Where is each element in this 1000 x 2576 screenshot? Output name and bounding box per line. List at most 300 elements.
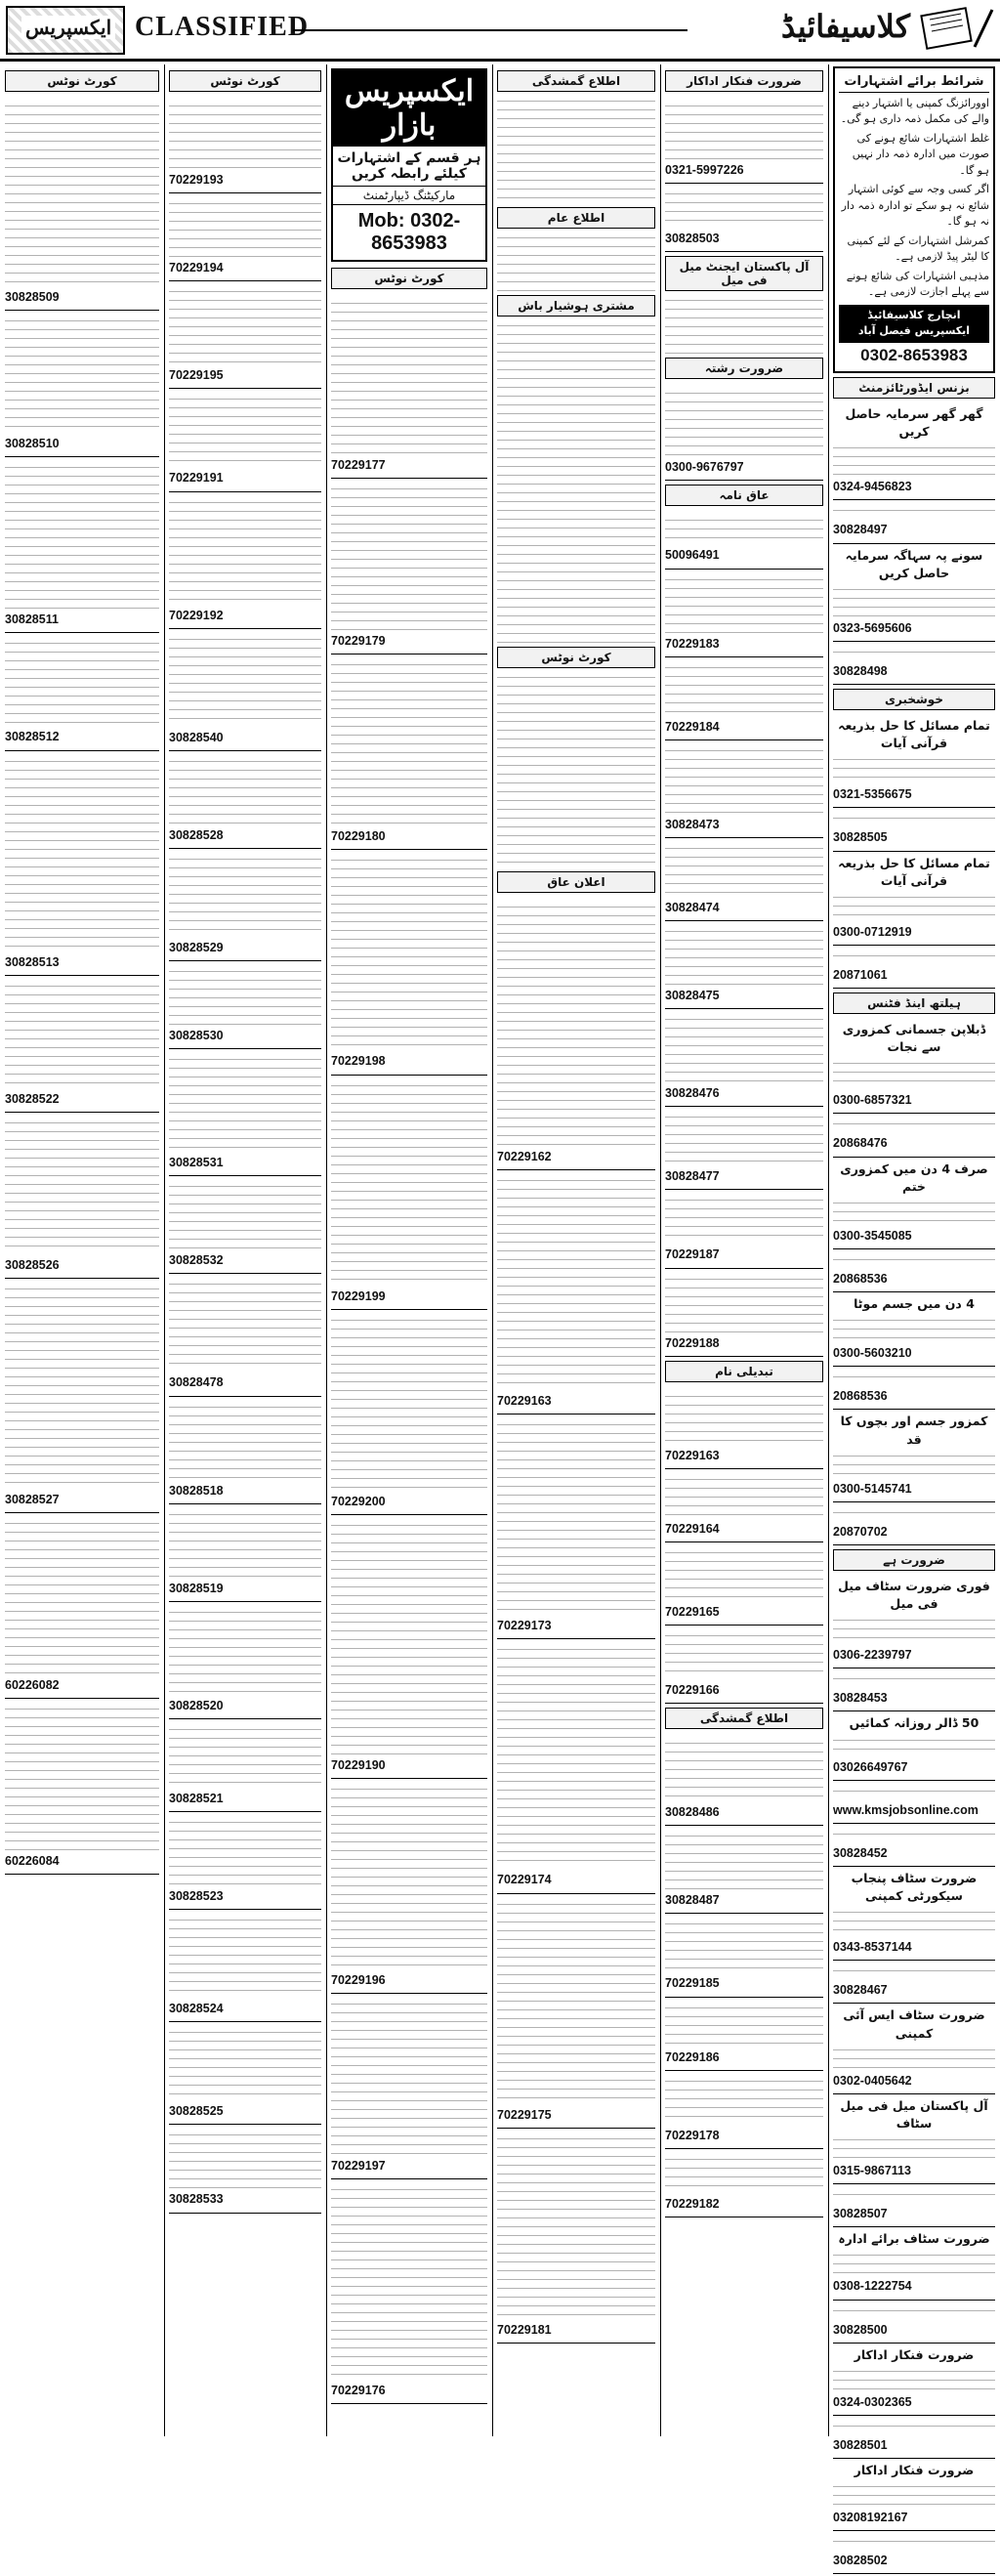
ad-body-text (665, 843, 823, 897)
page-header (0, 0, 1000, 62)
terms-phone: 0302-8653983 (860, 345, 968, 364)
classified-ad (169, 96, 321, 193)
ad-phone: 70229179 (331, 634, 386, 649)
ad-body-text (5, 101, 159, 286)
ad-body-text (169, 1607, 321, 1695)
ad-body-text (833, 2305, 995, 2319)
ad-phone: 0343-8537144 (833, 1940, 912, 1955)
ad-body-text (665, 1274, 823, 1332)
ad-body-text (833, 1965, 995, 1979)
column-5 (660, 64, 829, 2436)
ad-body-text (833, 1119, 995, 1132)
title-english: CLASSIFIED (135, 12, 310, 42)
classified-ad (169, 629, 321, 751)
classified-ad (331, 2179, 487, 2404)
ad-phone: 0300-5145741 (833, 1481, 912, 1496)
ad-phone: 60226082 (5, 1678, 60, 1692)
classified-ad (665, 510, 823, 569)
classified-ad (331, 1994, 487, 2179)
ad-phone: 20870702 (833, 1524, 888, 1539)
ad-body-text (833, 647, 995, 660)
ad-phone: 0302-0405642 (833, 2073, 912, 2088)
classified-ad (331, 655, 487, 850)
ad-phone: 30828509 (5, 290, 60, 304)
ad-title: فوری ضرورت سٹاف میل فی میل (838, 1578, 990, 1611)
terms-rule: اوورائزنگ کمپنی یا اشتہار دینے والے کی مکمل ذمہ داری ہو گی۔ (840, 96, 989, 125)
ad-phone: 70229164 (665, 1521, 720, 1536)
ad-phone: 70229180 (331, 829, 386, 844)
terms-title: شرائط برائے اشتہارات (839, 72, 989, 93)
ad-body-text (5, 1518, 159, 1674)
ad-phone: 70229197 (331, 2159, 386, 2173)
ad-body-text (833, 584, 995, 617)
classified-ad (497, 1639, 655, 1893)
section-heading: تبدیلی نام (665, 1361, 823, 1382)
ad-phone: 30828473 (665, 817, 720, 831)
terms-contact-label: انچارج کلاسیفائیڈ ایکسپریس فیصل آباد (839, 305, 989, 343)
ad-phone: 70229186 (665, 2049, 720, 2064)
ad-phone: 60226084 (5, 1854, 60, 1869)
classified-ad (833, 2227, 995, 2300)
express-bazaar-box (331, 68, 487, 262)
classified-ad (833, 2344, 995, 2416)
ad-phone: 30828502 (833, 2554, 888, 2568)
ad-body-text (497, 232, 655, 291)
ad-body-text (665, 1831, 823, 1889)
classified-ad (169, 751, 321, 849)
ad-body-text (665, 1195, 823, 1244)
classified-ad (169, 2022, 321, 2125)
classified-ad (833, 2459, 995, 2531)
classified-ad (833, 1158, 995, 1249)
ad-phone: 30828486 (665, 1805, 720, 1820)
ad-body-text (665, 662, 823, 716)
section-heading: کورٹ نوٹس (169, 70, 321, 92)
section-heading: بزنس ایڈورٹائزمنٹ (833, 377, 995, 399)
ad-title: صرف 4 دن میں کمزوری ختم (840, 1161, 988, 1194)
newspaper-art-icon (918, 4, 996, 53)
ad-body-text (169, 286, 321, 364)
classified-ad (833, 1018, 995, 1114)
ad-phone: 70229178 (665, 2128, 720, 2142)
section-heading: کورٹ نوٹس (331, 268, 487, 289)
classified-ad (665, 1542, 823, 1626)
section-heading: اعلان عاق (497, 871, 655, 893)
classified-ad (5, 633, 159, 750)
classified-ad (5, 457, 159, 633)
section-heading: ضرورت ہے (833, 1549, 995, 1571)
header-rule (293, 29, 688, 31)
terms-rule: کمرشل اشتہارات کے لئے کمپنی کا لیٹر پیڈ لازمی ہے۔ (847, 233, 989, 263)
ad-phone: 0324-9456823 (833, 480, 912, 494)
ad-phone: 30828487 (665, 1893, 720, 1908)
ad-phone: 0306-2239797 (833, 1648, 912, 1663)
ad-body-text (5, 638, 159, 726)
ad-phone: 30828475 (665, 989, 720, 1002)
classified-ad (833, 946, 995, 989)
section-heading: کورٹ نوٹس (497, 647, 655, 668)
classified-ad (169, 1504, 321, 1602)
ad-body-text (665, 388, 823, 456)
ad-title: گھر گھر سرمایہ حاصل کریں (845, 406, 983, 440)
ad-phone: 70229195 (169, 368, 224, 383)
ad-body-text (497, 1899, 655, 2104)
classified-ad (833, 714, 995, 808)
ad-title: ضرورت سٹاف ایس آئی کمپنی (843, 2007, 985, 2041)
ad-phone: 70229176 (331, 2384, 386, 2398)
classified-ad (169, 389, 321, 491)
ad-phone: 70229173 (497, 1619, 552, 1633)
ad-body-text (833, 1829, 995, 1842)
ad-body-text (833, 2421, 995, 2434)
ad-phone: 70229184 (665, 719, 720, 734)
ad-title: ضرورت سٹاف برائے ادارہ (838, 2231, 990, 2247)
ad-phone: 0324-0302365 (833, 2394, 912, 2409)
ad-body-text (497, 2133, 655, 2319)
ad-body-text (169, 966, 321, 1025)
ad-phone: 03026649767 (833, 1759, 908, 1774)
bazaar-subtitle: ہر قسم کے اشتہارات کیلئے رابطہ کریں (333, 147, 485, 187)
bazaar-marketing: مارکیٹنگ ڈیپارٹمنٹ (333, 187, 485, 205)
section-heading: آل پاکستان ایجنٹ میل فی میل (665, 256, 823, 291)
ad-body-text (169, 497, 321, 605)
column-2 (164, 64, 327, 2436)
ad-title: تمام مسائل کا حل بذریعہ قرآنی آیات (838, 718, 990, 751)
ad-title: کمزور جسم اور بچوں کا قد (840, 1414, 988, 1447)
classified-ad (665, 740, 823, 838)
classified-ad (665, 1826, 823, 1914)
ad-phone: 50096491 (665, 548, 720, 563)
ad-phone: 30828528 (169, 827, 224, 842)
ad-phone: 20868536 (833, 1389, 888, 1404)
ad-body-text (331, 1080, 487, 1286)
ad-phone: 70229198 (331, 1054, 386, 1069)
ad-phone: 30828519 (169, 1581, 224, 1595)
classified-ad (665, 96, 823, 184)
ad-phone: 70229191 (169, 471, 224, 486)
section-heading: اطلاع گمشدگی (665, 1708, 823, 1729)
ad-phone: 0300-5603210 (833, 1346, 912, 1361)
ad-body-text (665, 1738, 823, 1801)
express-logo (6, 6, 125, 55)
ad-phone: 03208192167 (833, 2511, 908, 2525)
ad-body-text (833, 1507, 995, 1521)
ad-phone: 30828513 (5, 954, 60, 969)
classified-ad (169, 193, 321, 281)
ad-body-text (169, 1509, 321, 1578)
classified-ad (665, 838, 823, 921)
classified-ad (331, 1779, 487, 1994)
classified-ad (169, 1049, 321, 1176)
ad-body-text (497, 1419, 655, 1615)
ad-body-text (833, 1372, 995, 1385)
ad-body-text (665, 745, 823, 814)
ad-body-text (5, 1284, 159, 1489)
classified-ad (665, 2071, 823, 2149)
classified-ad (331, 479, 487, 655)
section-heading: عاق نامہ (665, 485, 823, 506)
ad-body-text (169, 1402, 321, 1480)
terms-rule: اگر کسی وجہ سے کوئی اشتہار شائع نہ ہو سکے تو ادارہ ذمہ دار نہ ہو گا۔ (841, 183, 989, 228)
classified-ad (665, 1998, 823, 2071)
ad-phone: 30828522 (5, 1091, 60, 1106)
ad-phone: 0323-5695606 (833, 620, 912, 635)
ad-body-text (331, 1520, 487, 1754)
classified-ad (665, 1269, 823, 1357)
ad-phone: 30828527 (5, 1492, 60, 1506)
ad-phone: 30828476 (665, 1086, 720, 1101)
section-heading: ضرورت فنکار اداکار (665, 70, 823, 92)
classified-ad (497, 1415, 655, 1639)
classified-ad (331, 1310, 487, 1515)
ad-phone: 70229162 (497, 1150, 552, 1163)
ad-phone: 30828525 (169, 2104, 224, 2119)
ad-title: ڈبلاپن جسمانی کمزوری سے نجات (842, 1022, 986, 1055)
ad-body-text (331, 298, 487, 454)
ad-phone: 30828474 (665, 900, 720, 914)
ad-phone: 70229177 (331, 458, 386, 472)
classified-ad (169, 1274, 321, 1396)
classified-ad (665, 570, 823, 657)
ad-body-text (665, 1547, 823, 1601)
ad-body-text (665, 2003, 823, 2047)
ad-body-text (833, 754, 995, 783)
classified-ad (665, 2149, 823, 2217)
classified-ad (833, 1711, 995, 1780)
ad-body-text (833, 2045, 995, 2070)
ad-body-text (169, 101, 321, 169)
classified-ad (5, 96, 159, 311)
ad-body-text (833, 1451, 995, 1478)
ad-phone: 70229165 (665, 1604, 720, 1619)
classified-ad (331, 850, 487, 1075)
ad-body-text (169, 1181, 321, 1249)
ad-phone: 0300-3545085 (833, 1228, 912, 1243)
classified-ad (665, 1107, 823, 1190)
column-1 (0, 64, 165, 2436)
ad-phone: 30828478 (169, 1375, 224, 1390)
ad-body-text (497, 96, 655, 203)
ad-body-text (169, 2027, 321, 2100)
ad-body-text (665, 2154, 823, 2193)
ad-body-text (665, 1112, 823, 1165)
ad-phone: 30828523 (169, 1889, 224, 1903)
classified-ad (497, 1894, 655, 2129)
ad-phone: 30828540 (169, 730, 224, 744)
classified-ad (5, 751, 159, 976)
ad-phone: 30828532 (169, 1253, 224, 1268)
ad-phone: 70229174 (497, 1873, 552, 1887)
classified-ad (833, 1781, 995, 1824)
ad-body-text (833, 892, 995, 921)
classified-ad (169, 1602, 321, 1719)
classified-ad (169, 1719, 321, 1812)
ad-body-text (833, 443, 995, 476)
ad-body-text (665, 295, 823, 354)
classified-ad (833, 2416, 995, 2459)
ad-phone: 70229187 (665, 1247, 720, 1262)
classified-ad (833, 1292, 995, 1367)
section-heading: اطلاع گمشدگی (497, 70, 655, 92)
ad-title: آل پاکستان میل فی میل سٹاف (840, 2097, 988, 2131)
ad-body-text (169, 1915, 321, 1998)
ad-phone: 30828521 (169, 1791, 224, 1805)
bazaar-mobile: Mob: 0302-8653983 (357, 210, 461, 254)
ad-phone: 30828510 (5, 437, 60, 451)
ad-body-text (169, 854, 321, 937)
ad-phone: 70229200 (331, 1494, 386, 1508)
ad-phone: 70229183 (665, 636, 720, 651)
ad-phone: 70229188 (665, 1335, 720, 1350)
ad-phone: 30828531 (169, 1156, 224, 1170)
classified-ad (833, 1502, 995, 1545)
ad-body-text (169, 2130, 321, 2188)
classified-ad (665, 657, 823, 740)
classified-ad (833, 1249, 995, 1292)
classified-ad (833, 1367, 995, 1410)
ad-body-text (833, 1615, 995, 1644)
ad-phone: 30828452 (833, 1845, 888, 1860)
classified-ad (833, 500, 995, 543)
ad-phone: 0315-9867113 (833, 2164, 911, 2177)
classified-ad (497, 2129, 655, 2344)
ad-body-text (833, 1315, 995, 1342)
classified-ad (833, 642, 995, 685)
classified-ad (169, 1176, 321, 1274)
classified-ad (331, 1076, 487, 1310)
classified-ad (833, 1668, 995, 1711)
ad-phone: 70229185 (665, 1976, 720, 1991)
ad-body-text (331, 1315, 487, 1491)
ad-phone: 30828529 (169, 940, 224, 954)
classified-ad (331, 1515, 487, 1779)
ad-body-text (497, 320, 655, 643)
ad-body-text (665, 515, 823, 544)
classified-ad (833, 1575, 995, 1668)
classified-ad (833, 2094, 995, 2184)
ad-body-text (5, 1118, 159, 1254)
ad-phone: 30828524 (169, 2002, 224, 2016)
classified-ad (665, 921, 823, 1009)
ad-body-text (833, 2250, 995, 2275)
ad-phone: 20868476 (833, 1136, 888, 1151)
ad-body-text (665, 1014, 823, 1082)
ad-phone: 0321-5356675 (833, 787, 912, 802)
ad-body-text (833, 2189, 995, 2203)
section-heading: ضرورت رشتہ (665, 358, 823, 379)
ad-phone: 70229196 (331, 1972, 386, 1987)
classified-ad (665, 1733, 823, 1826)
classified-ad (665, 383, 823, 481)
ad-phone: 70229175 (497, 2107, 552, 2122)
ad-phone: 70229166 (665, 1683, 720, 1697)
ad-terms-box (833, 66, 995, 373)
ad-body-text (497, 1175, 655, 1390)
logo-text: ایکسپریس (21, 16, 115, 39)
ad-phone: 30828497 (833, 523, 888, 537)
ad-body-text (5, 981, 159, 1088)
classified-ad (665, 1469, 823, 1542)
ad-body-text (665, 101, 823, 159)
classified-ad (665, 184, 823, 252)
classified-ad (833, 2184, 995, 2227)
classified-ad (833, 544, 995, 642)
ad-phone: 30828518 (169, 1483, 224, 1498)
ad-body-text (665, 1919, 823, 1972)
bazaar-title: ایکسپریس بازار (333, 70, 485, 147)
ad-body-text (665, 189, 823, 228)
ad-body-text (665, 1474, 823, 1518)
classified-ad (833, 2004, 995, 2093)
ad-title: ضرورت سٹاف پنجاب سیکورٹی کمپنی (851, 1870, 978, 1903)
classified-ad (169, 281, 321, 389)
ad-body-text (169, 198, 321, 257)
classified-ad (665, 1009, 823, 1107)
ad-phone: 30828501 (833, 2437, 888, 2452)
ad-body-text (169, 634, 321, 727)
ad-body-text (331, 855, 487, 1050)
ad-body-text (5, 462, 159, 609)
classified-ad (169, 492, 321, 629)
ad-phone: 30828520 (169, 1698, 224, 1712)
ad-body-text (833, 950, 995, 964)
ad-phone: 70229181 (497, 2322, 552, 2337)
section-heading: کورٹ نوٹس (5, 70, 159, 92)
ad-phone: www.kmsjobsonline.com (833, 1802, 979, 1817)
ad-body-text (833, 2536, 995, 2550)
column-3 (326, 64, 493, 2436)
ad-title: ضرورت فنکار اداکار (854, 2346, 975, 2362)
ad-phone: 30828512 (5, 730, 60, 744)
ad-phone: 30828526 (5, 1257, 60, 1272)
ad-phone: 70229192 (169, 608, 224, 622)
ad-body-text (665, 926, 823, 985)
section-heading: ہیلتھ اینڈ فٹنس (833, 992, 995, 1014)
section-heading: مشتری ہوشیار باش (497, 295, 655, 317)
ad-phone: 70229163 (665, 1448, 720, 1462)
ad-body-text (497, 902, 655, 1146)
ad-body-text (497, 1644, 655, 1869)
ad-phone: 30828477 (665, 1169, 720, 1184)
ad-body-text (665, 1630, 823, 1679)
classified-ad (833, 1867, 995, 1961)
ad-phone: 70229182 (665, 2196, 720, 2211)
ad-body-text (169, 1724, 321, 1788)
classified-ad (833, 402, 995, 500)
classified-ad (665, 1386, 823, 1469)
ad-phone: 70229163 (497, 1394, 552, 1409)
ad-body-text (833, 2134, 995, 2160)
ad-phone: 30828453 (833, 1691, 888, 1706)
title-urdu: کلاسیفائیڈ (780, 8, 910, 45)
ad-body-text (833, 1786, 995, 1799)
classified-ad (169, 849, 321, 961)
ad-body-text (833, 2366, 995, 2391)
ad-title: 4 دن میں جسم موٹا (854, 1296, 975, 1311)
classified-ad (5, 1279, 159, 1513)
column-4 (492, 64, 661, 2436)
ad-body-text (665, 574, 823, 633)
ad-body-text (5, 316, 159, 433)
ad-body-text (833, 2481, 995, 2507)
classified-ad (833, 852, 995, 946)
classified-ad (833, 1410, 995, 1501)
ad-body-text (331, 1784, 487, 1969)
classified-ad (833, 1824, 995, 1867)
classified-ad (5, 311, 159, 457)
terms-rule: غلط اشتہارات شائع ہونے کی صورت میں ادارہ ذمہ دار نہیں ہو گا۔ (852, 131, 989, 177)
classified-ad (5, 1699, 159, 1875)
